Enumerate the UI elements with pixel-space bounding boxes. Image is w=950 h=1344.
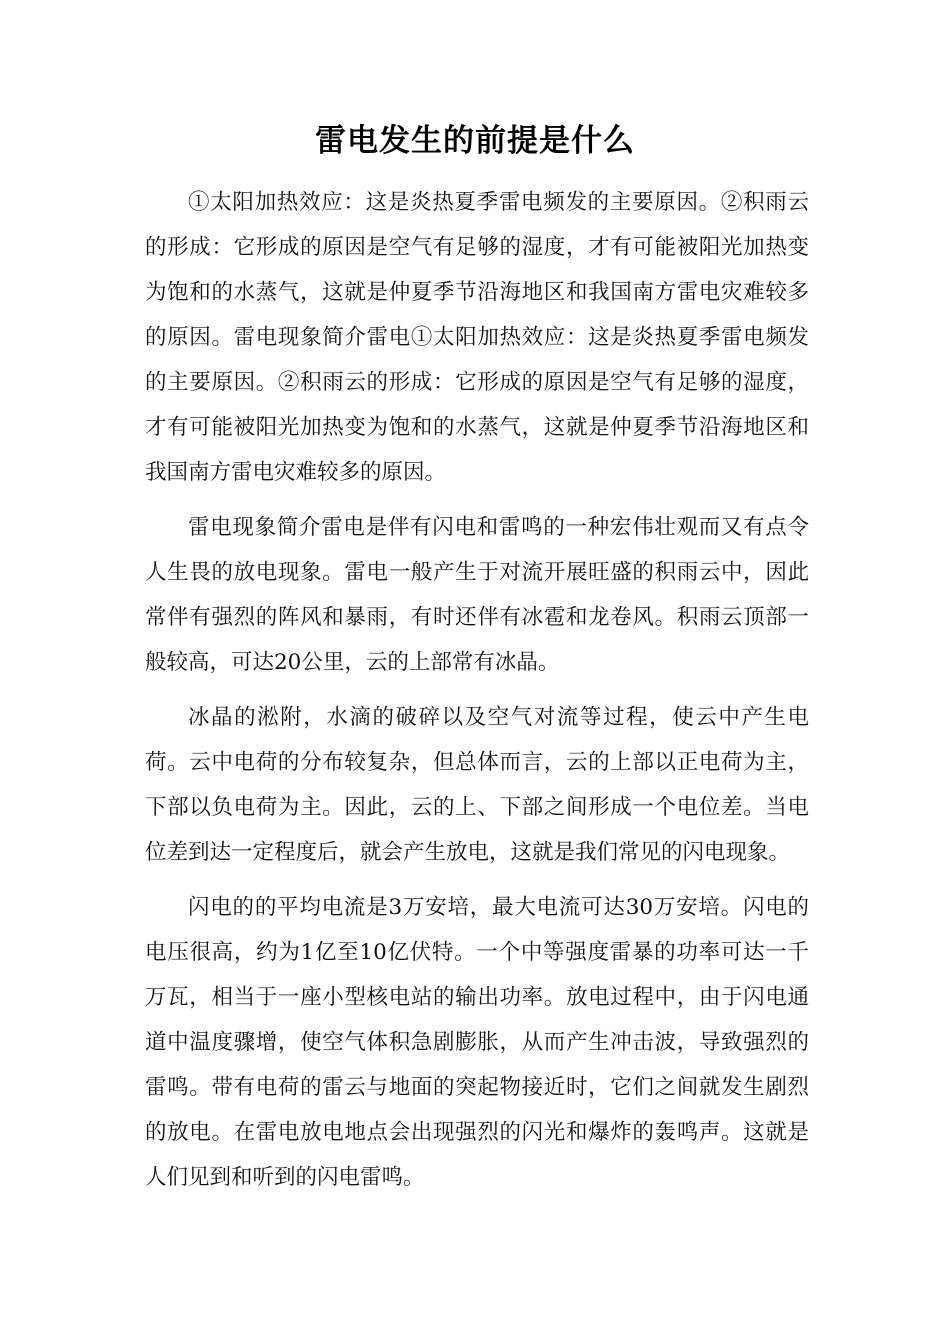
paragraph-4: 闪电的的平均电流是3万安培，最大电流可达30万安培。闪电的电压很高，约为1亿至10亿伏特。一个中等强度雷暴的功率可达一千万瓦，相当于一座小型核电站的输出功率。放电过程中，由于闪电通道中温度骤增，使空气体积急剧膨胀，从而产生冲击波，导致强烈的雷鸣。带有电荷的雷云与地面的突起物接近时，它们之间就发生剧烈的放电。在雷电放电地点会出现强烈的闪光和爆炸的轰鸣声。这就是人们见到和听到的闪电雷鸣。 xyxy=(145,895,809,1190)
paragraph-1: ①太阳加热效应：这是炎热夏季雷电频发的主要原因。②积雨云的形成：它形成的原因是空气有足够的湿度，才有可能被阳光加热变为饱和的水蒸气，这就是仲夏季节沿海地区和我国南方雷电灾难较多的原因。雷电现象简介雷电①太阳加热效应：这是炎热夏季雷电频发的主要原因。②积雨云的形成：它形成的原因是空气有足够的湿度，才有可能被阳光加热变为饱和的水蒸气，这就是仲夏季节沿海地区和我国南方雷电灾难较多的原因。 xyxy=(145,190,809,485)
paragraph-3: 冰晶的淞附，水滴的破碎以及空气对流等过程，使云中产生电荷。云中电荷的分布较复杂，但总体而言，云的上部以正电荷为主，下部以负电荷为主。因此，云的上、下部之间形成一个电位差。当电位差到达一定程度后，就会产生放电，这就是我们常见的闪电现象。 xyxy=(145,705,809,865)
paragraph-2: 雷电现象简介雷电是伴有闪电和雷鸣的一种宏伟壮观而又有点令人生畏的放电现象。雷电一般产生于对流开展旺盛的积雨云中，因此常伴有强烈的阵风和暴雨，有时还伴有冰雹和龙卷风。积雨云顶部一般较高，可达20公里，云的上部常有冰晶。 xyxy=(145,515,809,675)
document-title: 雷电发生的前提是什么 xyxy=(315,123,635,159)
document-body xyxy=(145,180,809,1210)
